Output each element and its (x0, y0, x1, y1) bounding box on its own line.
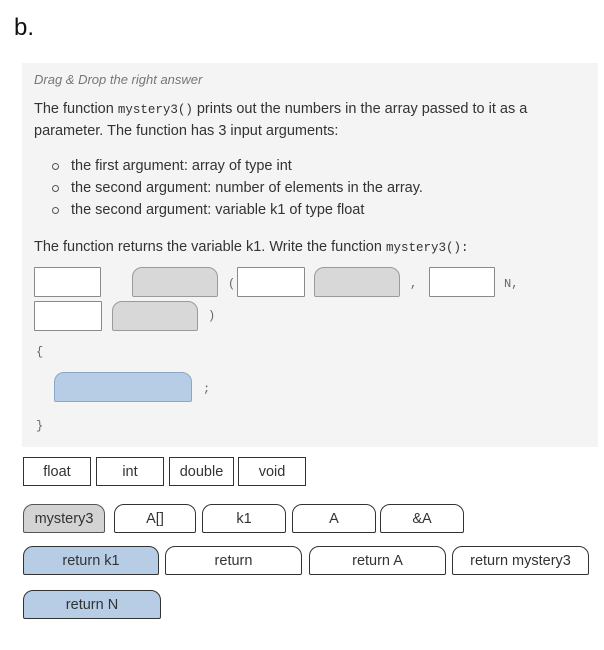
drop-slot-function-name[interactable] (132, 267, 218, 297)
option-return-k1[interactable]: return k1 (23, 546, 159, 575)
option-float[interactable]: float (23, 457, 91, 486)
list-item (52, 199, 423, 221)
bullet-icon (52, 163, 59, 170)
option-return-n[interactable]: return N (23, 590, 161, 619)
question-intro (34, 99, 590, 142)
code-comma: , (410, 277, 418, 291)
task-function-code: mystery3(): (385, 241, 469, 255)
code-close-brace: } (36, 419, 44, 433)
code-open-paren: ( (228, 277, 236, 291)
drop-slot-return-statement[interactable] (54, 372, 192, 402)
drop-slot-return-type[interactable] (34, 267, 101, 297)
code-n-comma: N, (504, 277, 519, 291)
drop-slot-arg3-type[interactable] (34, 301, 102, 331)
intro-text-end: prints out the numbers in the array passed to it as a parameter. The function has 3 input arguments: (34, 101, 528, 139)
drop-slot-arg3-name[interactable] (112, 301, 198, 331)
drop-slot-arg1-type[interactable] (237, 267, 305, 297)
bullet-icon (52, 207, 59, 214)
option-a-array[interactable]: A[] (114, 504, 196, 533)
question-panel (22, 63, 598, 447)
option-mystery3[interactable]: mystery3 (23, 504, 105, 533)
intro-text-start: The function (34, 101, 118, 117)
option-double[interactable]: double (169, 457, 234, 486)
drop-slot-arg2-type[interactable] (429, 267, 495, 297)
option-return-mystery3[interactable]: return mystery3 (452, 546, 589, 575)
option-return-a[interactable]: return A (309, 546, 446, 575)
argument-text: the second argument: variable k1 of type float (71, 202, 365, 218)
code-close-paren: ) (208, 309, 216, 323)
option-return[interactable]: return (165, 546, 302, 575)
option-int[interactable]: int (96, 457, 164, 486)
list-item (52, 177, 423, 199)
function-name-code: mystery3() (117, 103, 193, 117)
option-ampersand-a[interactable]: &A (380, 504, 464, 533)
task-text-start: The function returns the variable k1. Write the function (34, 239, 386, 255)
bullet-icon (52, 185, 59, 192)
task-text (34, 239, 468, 255)
code-semicolon: ; (203, 382, 211, 396)
list-item (52, 155, 423, 177)
argument-text: the second argument: number of elements in the array. (71, 180, 423, 196)
code-open-brace: { (36, 345, 44, 359)
section-heading: b. (14, 14, 35, 41)
option-k1[interactable]: k1 (202, 504, 286, 533)
argument-list (52, 155, 423, 221)
drop-slot-arg1-name[interactable] (314, 267, 400, 297)
argument-text: the first argument: array of type int (71, 158, 292, 174)
instruction-text: Drag & Drop the right answer (34, 72, 203, 87)
option-void[interactable]: void (238, 457, 306, 486)
option-a[interactable]: A (292, 504, 376, 533)
